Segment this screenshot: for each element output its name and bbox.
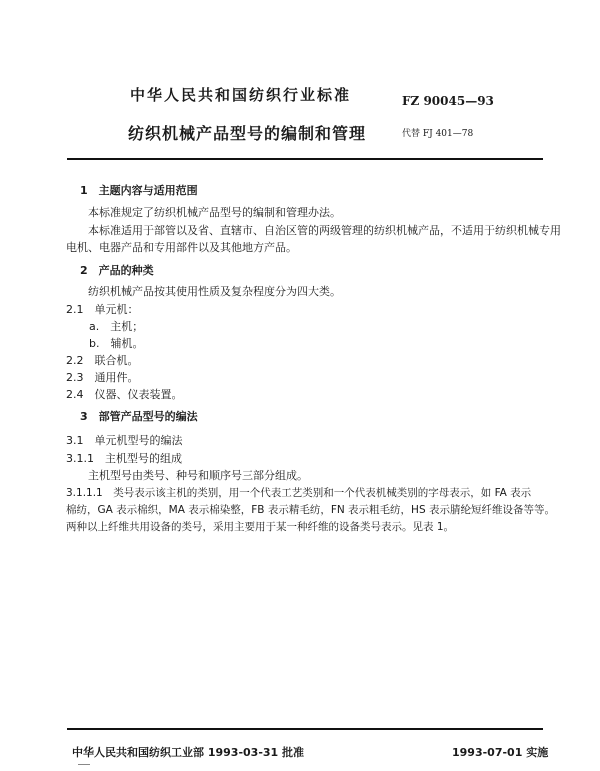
clause-2-2: 2.2 联合机。 (66, 354, 139, 367)
header-org-title: 中华人民共和国纺织行业标准 (130, 86, 352, 104)
clause-2-1: 2.1 单元机： (66, 303, 139, 316)
clause-3-1-1-paragraph: 主机型号由类号、种号和顺序号三部分组成。 (88, 469, 308, 482)
clause-3-1: 3.1 单元机型号的编法 (66, 434, 183, 447)
scan-mark (78, 764, 90, 765)
clause-3-1-1: 3.1.1 主机型号的组成 (66, 452, 182, 465)
replaces-standard: 代替 FJ 401—78 (402, 129, 474, 139)
section-1-paragraph-2-line-1: 本标准适用于部管以及省、直辖市、自治区管的两级管理的纺织机械产品，不适用于纺织机械专用 (88, 224, 561, 237)
clause-3-1-1-1-line-1: 3.1.1.1 类号表示该主机的类别，用一个代表工艺类别和一个代表机械类别的字母表示，如 FA 表示 (66, 487, 532, 499)
section-1-title: 1 主题内容与适用范围 (80, 184, 198, 197)
header-divider (67, 158, 543, 160)
clause-3-1-1-1-line-2: 棉纺，GA 表示棉织，MA 表示棉染整，FB 表示精毛纺，FN 表示粗毛纺，HS 表示腈纶短纤维设备等等。 (66, 504, 555, 516)
clause-2-1-a: a. 主机； (89, 320, 144, 333)
section-3-title: 3 部管产品型号的编法 (80, 410, 198, 423)
standard-code: FZ 90045—93 (402, 94, 494, 108)
section-1-paragraph-2-line-2: 电机、电器产品和专用部件以及其他地方产品。 (66, 241, 297, 254)
clause-2-3: 2.3 通用件。 (66, 371, 139, 384)
section-1-paragraph-1: 本标准规定了纺织机械产品型号的编制和管理办法。 (88, 206, 341, 219)
document-title: 纺织机械产品型号的编制和管理 (128, 124, 367, 143)
clause-2-4: 2.4 仪器、仪表装置。 (66, 388, 183, 401)
section-2-title: 2 产品的种类 (80, 264, 154, 277)
issuer-approval: 中华人民共和国纺织工业部 1993-03-31 批准 (72, 746, 305, 759)
clause-2-1-b: b. 辅机。 (89, 337, 144, 350)
clause-3-1-1-1-line-3: 两种以上纤维共用设备的类号，采用主要用于某一种纤维的设备类号表示。见表 1。 (66, 521, 455, 533)
effective-date: 1993-07-01 实施 (452, 746, 549, 759)
footer-divider (67, 728, 543, 730)
section-2-paragraph: 纺织机械产品按其使用性质及复杂程度分为四大类。 (88, 285, 341, 298)
